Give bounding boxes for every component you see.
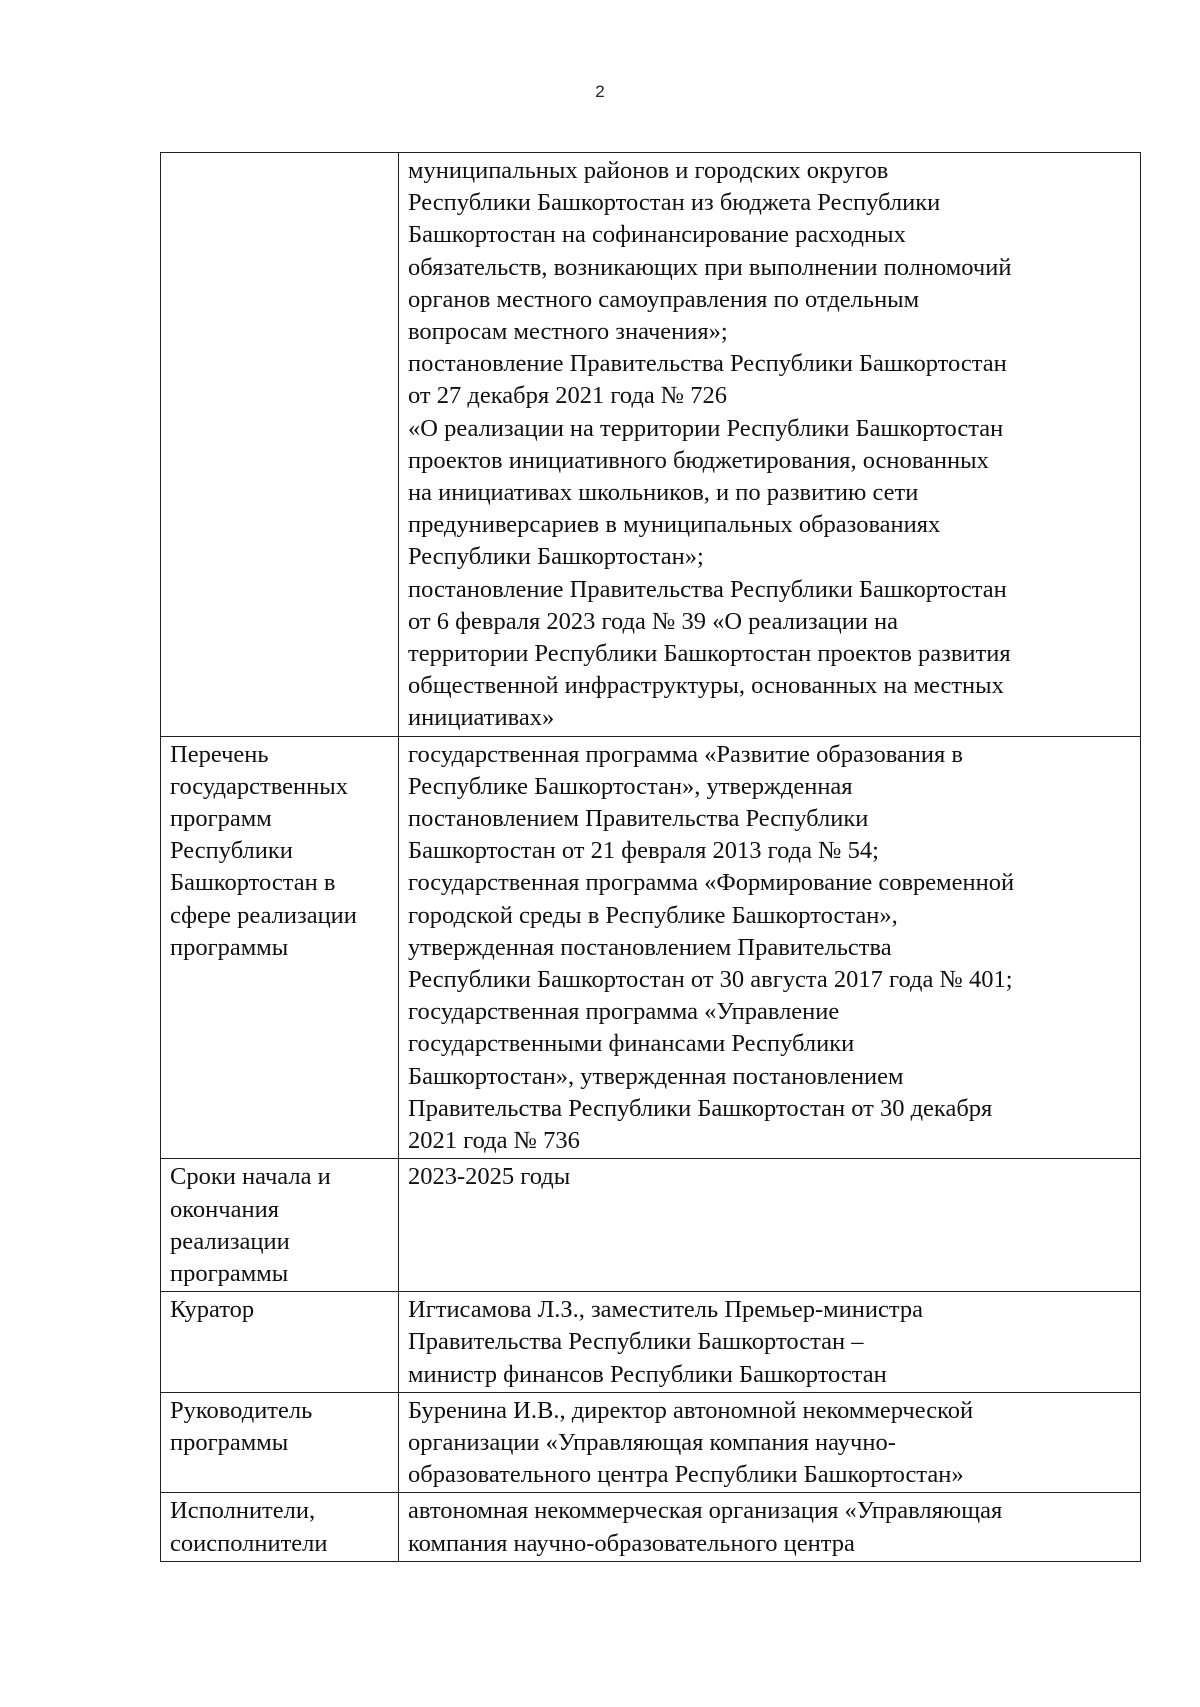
table-row [161,153,1141,737]
row-label-line: Республики [170,837,293,865]
row-value-line: министр финансов Республики Башкортостан [408,1360,887,1388]
row-value-line: Республике Башкортостан», утвержденная [408,772,853,800]
row-label-line: Исполнители, [170,1497,316,1525]
row-value-line: государственными финансами Республики [408,1030,855,1058]
row-value-line: государственная программа «Формирование современной [408,869,1015,897]
row-value-cell [399,1493,1141,1561]
row-label-line: Перечень [170,740,269,768]
row-label-cell [161,1392,399,1493]
row-value-line: организации «Управляющая компания научно- [408,1428,896,1456]
row-value-line: Правительства Республики Башкортостан от 30 декабря [408,1094,993,1122]
row-value-line: на инициативах школьников, и по развитию сети [408,479,919,507]
row-label-line: Сроки начала и [170,1163,331,1191]
table-row [161,1292,1141,1393]
table-row [161,1159,1141,1292]
row-value-line: от 6 февраля 2023 года № 39 «О реализации на [408,607,899,635]
row-value-line: Правительства Республики Башкортостан – [408,1328,864,1356]
row-value-line: государственная программа «Развитие образования в [408,740,963,768]
row-label-line: окончания [170,1195,279,1223]
row-label-cell [161,1292,399,1393]
table-row [161,736,1141,1159]
row-value-cell [399,1292,1141,1393]
row-label-line: программы [170,933,289,961]
row-value-line: проектов инициативного бюджетирования, основанных [408,446,989,474]
row-value-line: Буренина И.В., директор автономной некоммерческой [408,1396,974,1424]
row-value-line: муниципальных районов и городских округов [408,157,889,184]
table-row [161,1493,1141,1561]
row-label-line: Куратор [170,1296,255,1324]
row-value-line: от 27 декабря 2021 года № 726 [408,382,728,410]
row-value-line: предуниверсариев в муниципальных образованиях [408,511,941,539]
row-value-line: Башкортостан», утвержденная постановлением [408,1062,904,1090]
row-value-line: государственная программа «Управление [408,998,840,1026]
row-value-line: компания научно-образовательного центра [408,1529,855,1557]
row-label-cell [161,1159,399,1292]
row-value-cell [399,1392,1141,1493]
row-label-line: сфере реализации [170,901,357,929]
row-value-line: вопросам местного значения»; [408,318,728,346]
row-value-line: Башкортостан на софинансирование расходных [408,221,906,249]
row-value-line: Республики Башкортостан из бюджета Республики [408,189,941,217]
row-label-cell [161,1493,399,1561]
row-value-line: обязательств, возникающих при выполнении полномочий [408,253,1012,281]
row-value-line: Республики Башкортостан от 30 августа 2017 года № 401; [408,966,1013,994]
page-number: 2 [595,82,605,101]
row-value-line: «О реализации на территории Республики Башкортостан [408,414,1004,442]
row-value-line: инициативах» [408,704,555,732]
row-value-line: 2023-2025 годы [408,1163,571,1191]
row-label-line: Руководитель [170,1396,313,1424]
row-label-line: программ [170,805,272,833]
row-value-line: постановление Правительства Республики Башкортостан [408,575,1007,603]
row-value-line: Игтисамова Л.З., заместитель Премьер-министра [408,1296,923,1324]
row-value-line: постановление Правительства Республики Башкортостан [408,350,1007,378]
row-value-line: образовательного центра Республики Башкортостан» [408,1461,964,1489]
table-body [161,153,1141,1562]
row-value-line: постановлением Правительства Республики [408,805,869,833]
program-passport-table [160,152,1141,1562]
row-label-line: программы [170,1259,289,1287]
row-value-line: автономная некоммерческая организация «Управляющая [408,1497,1003,1525]
row-label-line: реализации [170,1227,290,1255]
row-label-line: государственных [170,772,348,800]
row-label-cell [161,736,399,1159]
table-row [161,1392,1141,1493]
row-value-line: общественной инфраструктуры, основанных на местных [408,672,1004,700]
row-value-line: территории Республики Башкортостан проектов развития [408,640,1011,668]
row-value-cell [399,736,1141,1159]
row-value-line: городской среды в Республике Башкортостан», [408,901,898,929]
row-value-line: органов местного самоуправления по отдельным [408,285,920,313]
row-label-line: соисполнители [170,1529,328,1557]
row-value-line: утвержденная постановлением Правительства [408,933,892,961]
row-label-cell [161,153,399,737]
row-value-line: Башкортостан от 21 февраля 2013 года № 54; [408,837,879,865]
row-value-cell [399,153,1141,737]
row-value-line: 2021 года № 736 [408,1127,580,1155]
row-value-line: Республики Башкортостан»; [408,543,704,571]
row-value-cell [399,1159,1141,1292]
row-label-line: Башкортостан в [170,869,336,897]
row-label-line: программы [170,1428,289,1456]
